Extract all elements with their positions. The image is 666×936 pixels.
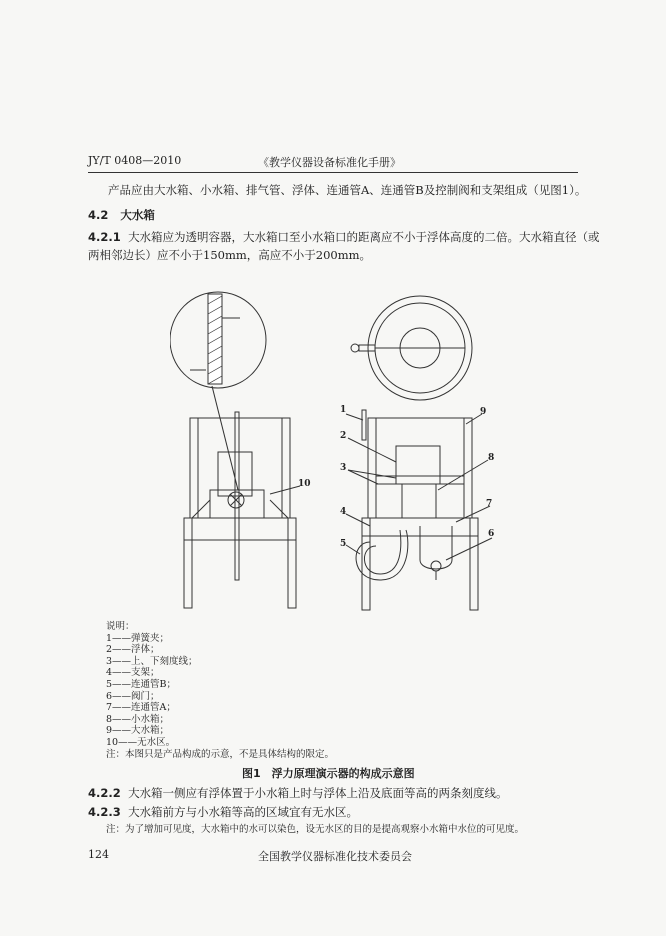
intro-paragraph: 产品应由大水箱、小水箱、排气管、浮体、连通管A、连通管B及控制阀和支架组成（见图1）。 — [108, 183, 587, 197]
clause-number: 4.2.1 — [88, 230, 121, 244]
clause-421 — [88, 227, 600, 247]
callout-4: 4 — [340, 507, 347, 517]
section-heading — [88, 205, 155, 225]
callout-3: 3 — [340, 463, 347, 473]
legend-item: 5——连通管B； — [106, 678, 177, 690]
clause-421-cont: 两相邻边长）应不小于150mm，高应不小于200mm。 — [88, 248, 372, 262]
clause-text: 大水箱前方与小水箱等高的区域宜有无水区。 — [128, 805, 359, 819]
legend-item: 7——连通管A； — [106, 702, 176, 714]
header-rule — [88, 172, 578, 173]
legend-item: 3——上、下刻度线； — [106, 655, 198, 667]
clause-423 — [88, 802, 358, 822]
callout-6: 6 — [488, 529, 495, 539]
legend-item: 10——无水区。 — [106, 736, 176, 748]
handbook-title: 《教学仪器设备标准化手册》 — [258, 156, 401, 169]
legend-title: 说明： — [106, 621, 135, 632]
legend-item: 8——小水箱； — [106, 713, 170, 725]
figure-legend — [106, 621, 334, 760]
callout-2: 2 — [340, 431, 347, 441]
left-view-apparatus — [184, 412, 300, 608]
clause-number: 4.2.3 — [88, 805, 121, 819]
buoyancy-demonstrator-figure — [170, 290, 510, 620]
clause-text: 大水箱一侧应有浮体置于小水箱上时与浮体上沿及底面等高的两条刻度线。 — [128, 786, 508, 800]
legend-item: 6——阀门； — [106, 690, 160, 702]
legend-item: 9——大水箱； — [106, 725, 170, 737]
callout-7: 7 — [486, 499, 493, 509]
callout-9: 9 — [480, 407, 487, 417]
legend-item: 1——弹簧夹； — [106, 632, 170, 644]
legend-item: 2——浮体； — [106, 644, 160, 656]
clause-422 — [88, 783, 508, 803]
section-title: 大水箱 — [120, 208, 155, 222]
callout-1: 1 — [340, 405, 347, 415]
section-number: 4.2 — [88, 208, 109, 222]
doc-code: JY/T 0408—2010 — [88, 154, 182, 167]
callout-10: 10 — [298, 479, 311, 489]
figure-caption: 图1 浮力原理演示器的构成示意图 — [242, 767, 415, 780]
top-view — [351, 296, 472, 400]
callout-8: 8 — [488, 453, 495, 463]
footer-org: 全国教学仪器标准化技术委员会 — [258, 850, 412, 863]
figure-note: 注：本图只是产品构成的示意，不是具体结构的限定。 — [106, 748, 335, 760]
clause-text: 大水箱应为透明容器，大水箱口至小水箱口的距离应不小于浮体高度的二倍。大水箱直径（或 — [128, 230, 600, 244]
clause-number: 4.2.2 — [88, 786, 121, 800]
page-number: 124 — [88, 848, 109, 861]
legend-item: 4——支架； — [106, 667, 160, 679]
note-visibility: 注：为了增加可见度，大水箱中的水可以染色，设无水区的目的是提高观察小水箱中水位的可见度。 — [106, 824, 525, 835]
callout-5: 5 — [340, 539, 347, 549]
right-view-apparatus — [356, 410, 478, 610]
